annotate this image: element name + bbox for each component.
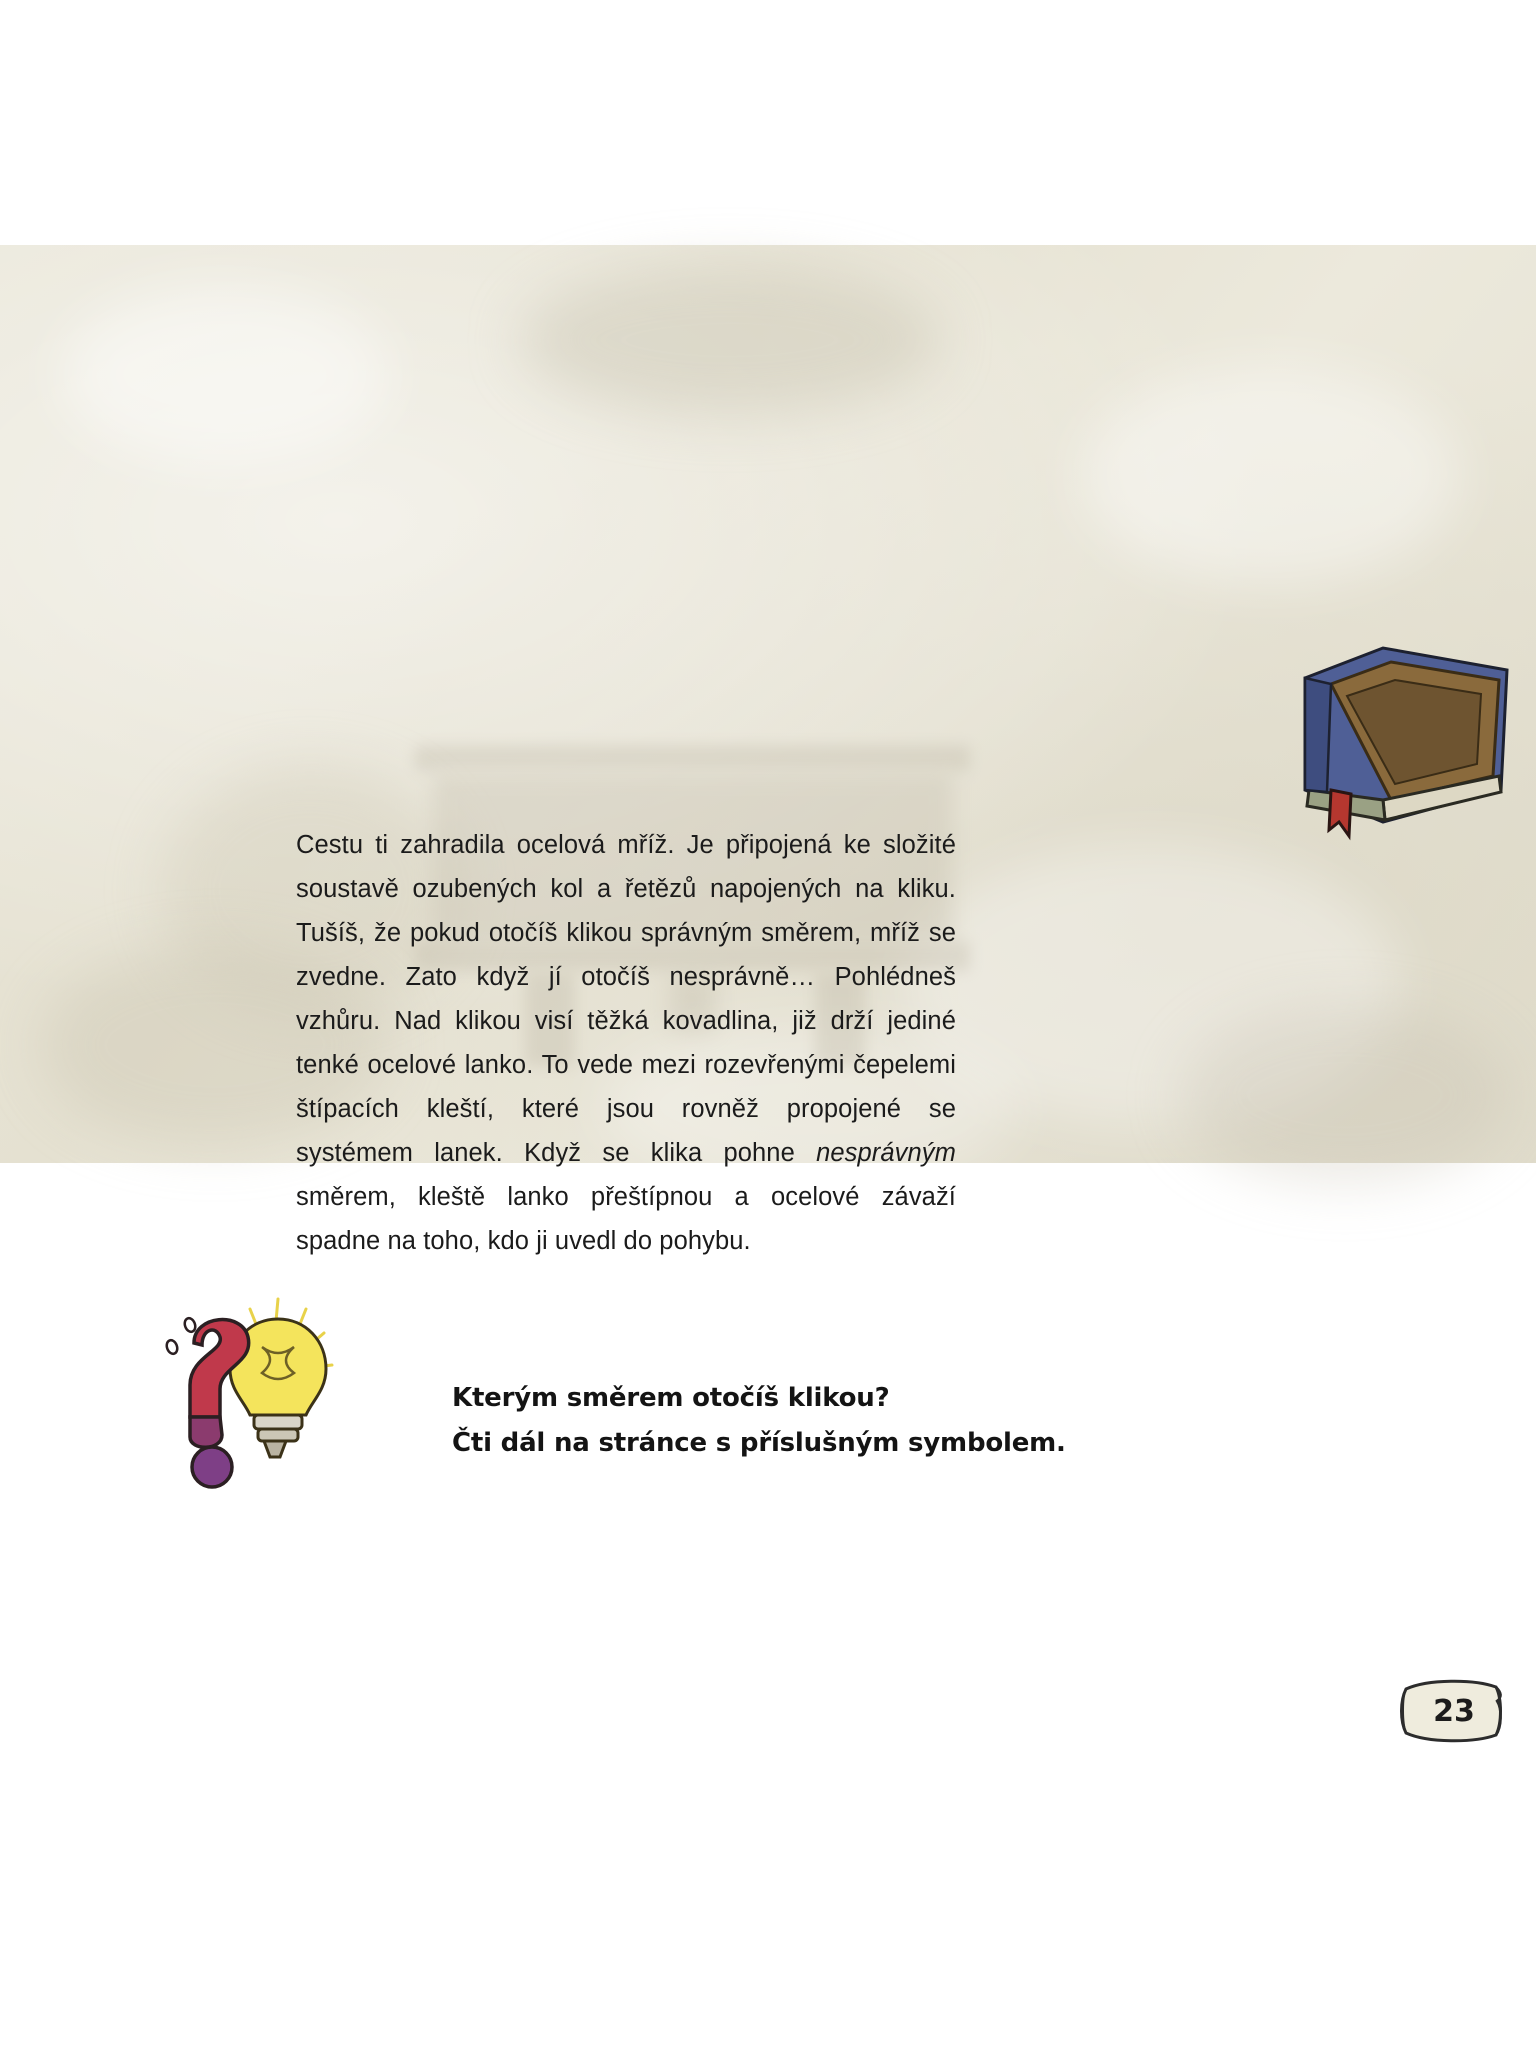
paper-texture-blotch — [60, 285, 390, 465]
paper-texture-blotch — [520, 265, 940, 415]
story-text-part-2: směrem, kleště lanko přeštípnou a ocelové závaží spadne na toho, kdo ji uvedl do pohybu. — [296, 1182, 956, 1255]
question-line-2: Čti dál na stránce s příslušným symbolem. — [452, 1428, 1066, 1458]
story-text-part-1: Cestu ti zahradila ocelová mříž. Je připojená ke složité soustavě ozubených kol a řetězů napojených na kliku. Tušíš, že pokud otočíš klikou správným směrem, mříž se zvedne. Zato když jí otočíš nesprávně… Pohlédneš vzhůru. Nad klikou visí těžká kovadlina, již drží jediné tenké ocelové lanko. To vede mezi rozevřenými čepelemi štípacích kleští, které jsou rovněž propojené se systémem lanek. Když se klika pohne — [296, 830, 956, 1167]
paper-texture-blotch — [1180, 1005, 1510, 1185]
book-page — [0, 245, 1536, 1729]
page-number-scroll — [1398, 1675, 1508, 1747]
paper-texture-blotch — [900, 845, 1400, 1125]
story-paragraph — [296, 823, 956, 1263]
question-block — [452, 1376, 1252, 1466]
paper-texture-blotch — [1080, 365, 1460, 585]
page-number-value: 23 — [1433, 1693, 1475, 1729]
question-line-1: Kterým směrem otočíš klikou? — [452, 1383, 890, 1413]
story-text-emphasis: nesprávným — [816, 1138, 956, 1167]
closed-book-icon — [1295, 640, 1515, 835]
lightbulb-question-icon — [150, 1285, 390, 1535]
